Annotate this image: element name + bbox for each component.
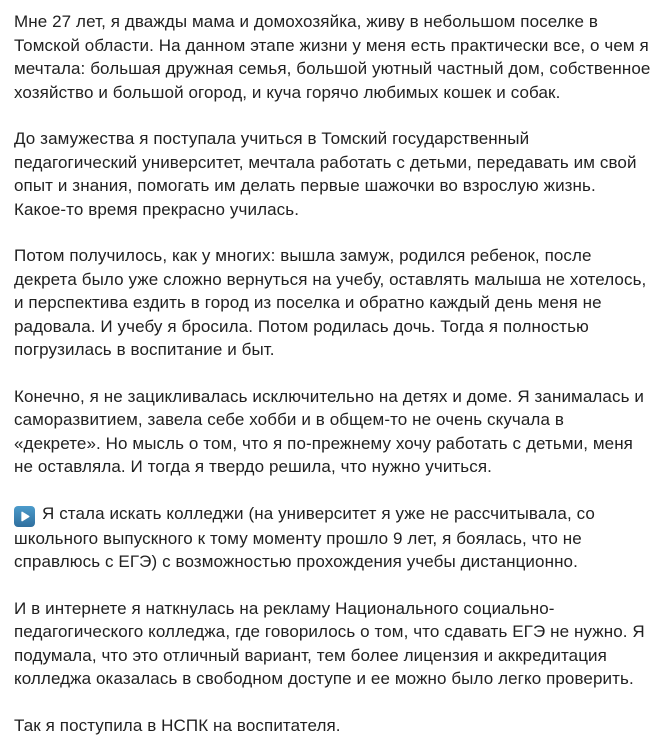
paragraph: И в интернете я наткнулась на рекламу Национального социально-педагогического колледжа, где говорилось о том, что сдавать ЕГЭ не нужно. Я подумала, что это отличный вариант, тем более лицензия и аккредитация колледжа оказалась в свободном доступе и ее можно было легко проверить. xyxy=(14,598,645,688)
paragraph: Так я поступила в НСПК на воспитателя. xyxy=(14,715,341,735)
paragraph xyxy=(14,502,652,574)
play-button-icon xyxy=(14,506,35,527)
paragraph: До замужества я поступала учиться в Томский государственный педагогический университет, мечтала работать с детьми, передавать им свой опыт и знания, помогать им делать первые шажочки во взрослую жизнь. Какое-то время прекрасно училась. xyxy=(14,129,637,219)
paragraph: Потом получилось, как у многих: вышла замуж, родился ребенок, после декрета было уже сложно вернуться на учебу, оставлять малыша не хотелось, и перспектива ездить в город из поселка и обратно каждый день меня не радовала. И учебу я бросила. Потом родилась дочь. Тогда я полностью погрузилась в воспитание и быт. xyxy=(14,246,647,359)
paragraph: Конечно, я не зацикливалась исключительно на детях и доме. Я занималась и саморазвитием, завела себе хобби и в общем-то не очень скучала в «декрете». Но мысль о том, что я по-прежнему хочу работать с детьми, меня не оставляла. И тогда я твердо решила, что нужно учиться. xyxy=(14,386,644,476)
paragraph-text: Я стала искать колледжи (на университет я уже не рассчитывала, со школьного выпускного к тому моменту прошло 9 лет, я боялась, что не справлюсь с ЕГЭ) с возможностью прохождения учебы дистанционно. xyxy=(14,503,595,571)
paragraph: Мне 27 лет, я дважды мама и домохозяйка, живу в небольшом поселке в Томской области. На данном этапе жизни у меня есть практически все, о чем я мечтала: большая дружная семья, большой уютный частный дом, собственное хозяйство и большой огород, и куча горячо любимых кошек и собак. xyxy=(14,12,651,102)
